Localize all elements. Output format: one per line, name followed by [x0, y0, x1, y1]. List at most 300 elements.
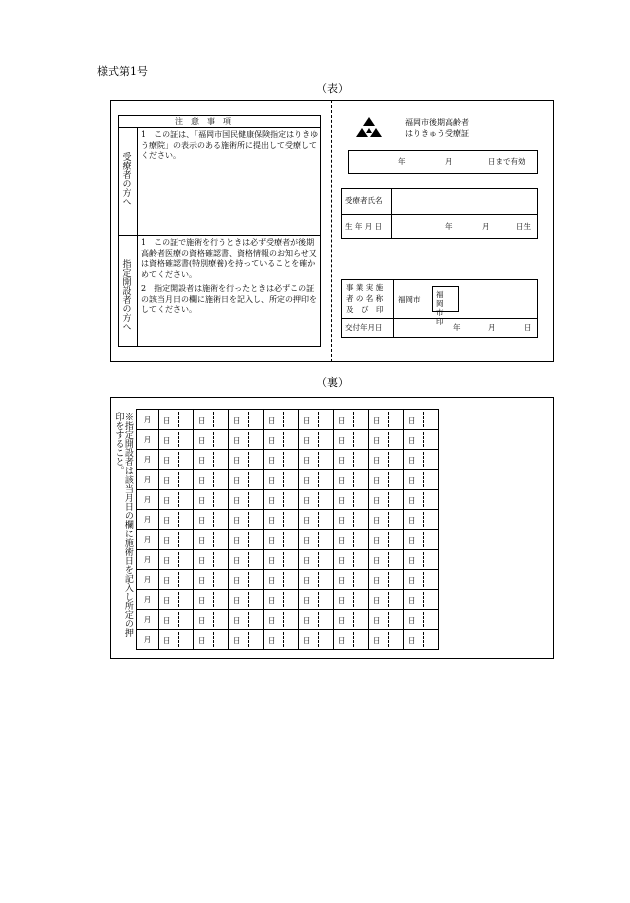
- day-char: 日: [198, 556, 206, 565]
- day-cell[interactable]: [264, 590, 299, 610]
- grid-row: [137, 570, 439, 590]
- day-divider: [388, 472, 389, 487]
- day-char: 日: [233, 456, 241, 465]
- month-cell[interactable]: 月: [137, 490, 159, 510]
- day-cell[interactable]: [159, 410, 194, 430]
- day-cell[interactable]: [404, 610, 439, 630]
- day-cell[interactable]: [404, 450, 439, 470]
- day-divider: [423, 432, 424, 447]
- day-char: 日: [233, 416, 241, 425]
- day-char: 日: [338, 616, 346, 625]
- day-char: 日: [268, 556, 276, 565]
- day-cell[interactable]: [334, 570, 369, 590]
- grid-row: [137, 510, 439, 530]
- day-char: 日: [233, 516, 241, 525]
- day-cell[interactable]: [229, 590, 264, 610]
- treatment-date-grid: [136, 409, 439, 650]
- day-divider: [213, 472, 214, 487]
- day-char: 日: [338, 476, 346, 485]
- day-divider: [178, 532, 179, 547]
- day-divider: [178, 492, 179, 507]
- day-cell[interactable]: [264, 510, 299, 530]
- day-cell[interactable]: [194, 530, 229, 550]
- day-char: 日: [408, 536, 416, 545]
- day-cell[interactable]: [369, 590, 404, 610]
- day-char: 日: [373, 456, 381, 465]
- day-char: 日: [268, 416, 276, 425]
- day-char: 日: [303, 496, 311, 505]
- grid-row: [137, 610, 439, 630]
- day-cell[interactable]: [264, 630, 299, 650]
- day-divider: [178, 432, 179, 447]
- grid-row: [137, 490, 439, 510]
- day-divider: [248, 532, 249, 547]
- day-char: 日: [373, 536, 381, 545]
- day-divider: [353, 612, 354, 627]
- day-char: 日: [163, 416, 171, 425]
- day-char: 日: [268, 576, 276, 585]
- grid-row: [137, 450, 439, 470]
- day-cell[interactable]: [229, 570, 264, 590]
- month-cell[interactable]: 月: [137, 470, 159, 490]
- day-cell[interactable]: [404, 490, 439, 510]
- day-char: 日: [303, 596, 311, 605]
- day-cell[interactable]: [299, 630, 334, 650]
- day-char: 日: [408, 436, 416, 445]
- day-cell[interactable]: [369, 430, 404, 450]
- day-cell[interactable]: [159, 450, 194, 470]
- day-cell[interactable]: [264, 470, 299, 490]
- day-char: 日: [303, 556, 311, 565]
- day-cell[interactable]: [404, 570, 439, 590]
- day-char: 日: [233, 636, 241, 645]
- dob-day: 日生: [516, 222, 531, 231]
- day-char: 日: [198, 496, 206, 505]
- day-char: 日: [163, 516, 171, 525]
- day-cell[interactable]: [299, 450, 334, 470]
- day-divider: [423, 492, 424, 507]
- day-char: 日: [338, 556, 346, 565]
- day-char: 日: [268, 616, 276, 625]
- day-cell[interactable]: [264, 490, 299, 510]
- day-char: 日: [408, 476, 416, 485]
- day-divider: [318, 452, 319, 467]
- name-label: 受療者氏名: [345, 196, 383, 205]
- official-seal: [432, 286, 459, 326]
- day-cell[interactable]: [229, 450, 264, 470]
- day-divider: [248, 572, 249, 587]
- day-cell[interactable]: [194, 570, 229, 590]
- month-cell[interactable]: 月: [137, 610, 159, 630]
- day-cell[interactable]: [404, 590, 439, 610]
- day-char: 日: [373, 596, 381, 605]
- day-char: 日: [373, 556, 381, 565]
- day-divider: [248, 412, 249, 427]
- day-divider: [283, 452, 284, 467]
- day-char: 日: [303, 636, 311, 645]
- day-divider: [388, 592, 389, 607]
- day-divider: [248, 452, 249, 467]
- month-cell[interactable]: 月: [137, 590, 159, 610]
- day-cell[interactable]: [299, 510, 334, 530]
- month-cell[interactable]: 月: [137, 630, 159, 650]
- day-cell[interactable]: [334, 410, 369, 430]
- day-char: 日: [163, 436, 171, 445]
- day-char: 日: [268, 536, 276, 545]
- day-cell[interactable]: [159, 630, 194, 650]
- day-char: 日: [233, 496, 241, 505]
- provider-note-2: 2 指定開設者は施術を行ったときは必ずこの証の該当月日の欄に施術日を記入し、所定の押印をしてください。: [141, 284, 317, 314]
- month-cell[interactable]: 月: [137, 410, 159, 430]
- day-divider: [318, 412, 319, 427]
- day-divider: [353, 552, 354, 567]
- day-divider: [318, 532, 319, 547]
- day-char: 日: [338, 596, 346, 605]
- day-divider: [213, 512, 214, 527]
- day-char: 日: [268, 456, 276, 465]
- day-cell[interactable]: [229, 610, 264, 630]
- fukuoka-emblem-icon: [356, 116, 382, 142]
- day-cell[interactable]: [194, 550, 229, 570]
- day-char: 日: [338, 516, 346, 525]
- day-char: 日: [163, 636, 171, 645]
- day-char: 日: [408, 456, 416, 465]
- day-cell[interactable]: [369, 510, 404, 530]
- day-cell[interactable]: [404, 550, 439, 570]
- day-divider: [213, 432, 214, 447]
- day-cell[interactable]: [334, 630, 369, 650]
- day-cell[interactable]: [334, 490, 369, 510]
- day-cell[interactable]: [264, 530, 299, 550]
- day-divider: [213, 592, 214, 607]
- day-char: 日: [373, 636, 381, 645]
- day-cell[interactable]: [194, 510, 229, 530]
- day-cell[interactable]: [404, 410, 439, 430]
- day-divider: [283, 472, 284, 487]
- day-char: 日: [233, 536, 241, 545]
- day-char: 日: [268, 516, 276, 525]
- day-char: 日: [198, 476, 206, 485]
- day-cell[interactable]: [194, 430, 229, 450]
- day-cell[interactable]: [369, 610, 404, 630]
- day-cell[interactable]: [369, 470, 404, 490]
- day-char: 日: [233, 576, 241, 585]
- day-cell[interactable]: [299, 610, 334, 630]
- day-divider: [353, 512, 354, 527]
- month-cell[interactable]: 月: [137, 570, 159, 590]
- day-cell[interactable]: [404, 510, 439, 530]
- day-cell[interactable]: [299, 490, 334, 510]
- day-divider: [318, 632, 319, 647]
- day-char: 日: [373, 476, 381, 485]
- day-char: 日: [163, 496, 171, 505]
- day-char: 日: [163, 576, 171, 585]
- day-cell[interactable]: [159, 570, 194, 590]
- day-divider: [283, 512, 284, 527]
- day-divider: [388, 632, 389, 647]
- day-divider: [178, 632, 179, 647]
- day-divider: [353, 572, 354, 587]
- day-divider: [248, 432, 249, 447]
- day-divider: [178, 472, 179, 487]
- day-cell[interactable]: [194, 630, 229, 650]
- month-cell[interactable]: 月: [137, 530, 159, 550]
- day-char: 日: [338, 416, 346, 425]
- day-divider: [318, 552, 319, 567]
- day-char: 日: [198, 536, 206, 545]
- month-cell[interactable]: 月: [137, 550, 159, 570]
- day-divider: [388, 572, 389, 587]
- day-char: 日: [338, 436, 346, 445]
- issuer-line1: 福岡市後期高齢者: [405, 118, 469, 127]
- day-cell[interactable]: [194, 590, 229, 610]
- day-cell[interactable]: [264, 430, 299, 450]
- day-divider: [318, 512, 319, 527]
- day-char: 日: [233, 596, 241, 605]
- day-cell[interactable]: [229, 470, 264, 490]
- grid-row: [137, 530, 439, 550]
- day-divider: [248, 592, 249, 607]
- day-divider: [318, 592, 319, 607]
- day-cell[interactable]: [299, 470, 334, 490]
- day-cell[interactable]: [334, 550, 369, 570]
- day-char: 日: [198, 576, 206, 585]
- day-divider: [423, 612, 424, 627]
- operator-label-1: 事 業 実 施: [346, 283, 384, 292]
- day-cell[interactable]: [159, 430, 194, 450]
- day-cell[interactable]: [194, 490, 229, 510]
- day-cell[interactable]: [229, 410, 264, 430]
- day-cell[interactable]: [159, 510, 194, 530]
- day-char: 日: [198, 616, 206, 625]
- day-divider: [248, 492, 249, 507]
- patient-note: 1 この証は、「福岡市国民健康保険指定はりきゆう療院」の表示のある施術所に提出して受療してください。: [141, 130, 319, 160]
- day-divider: [318, 572, 319, 587]
- day-char: 日: [233, 556, 241, 565]
- day-divider: [388, 612, 389, 627]
- day-cell[interactable]: [404, 470, 439, 490]
- day-char: 日: [163, 536, 171, 545]
- day-cell[interactable]: [229, 510, 264, 530]
- day-char: 日: [163, 556, 171, 565]
- day-cell[interactable]: [334, 470, 369, 490]
- issue-day: 日: [524, 323, 532, 332]
- valid-until: 日まで有効: [488, 157, 526, 166]
- day-divider: [423, 412, 424, 427]
- day-divider: [283, 492, 284, 507]
- day-divider: [423, 552, 424, 567]
- day-cell[interactable]: [369, 490, 404, 510]
- day-char: 日: [198, 416, 206, 425]
- day-divider: [388, 432, 389, 447]
- day-char: 日: [373, 496, 381, 505]
- day-cell[interactable]: [159, 470, 194, 490]
- day-divider: [283, 532, 284, 547]
- day-divider: [213, 552, 214, 567]
- day-divider: [213, 572, 214, 587]
- day-divider: [248, 512, 249, 527]
- month-cell[interactable]: 月: [137, 510, 159, 530]
- day-cell[interactable]: [229, 550, 264, 570]
- dob-month: 月: [482, 222, 490, 231]
- day-divider: [213, 412, 214, 427]
- day-char: 日: [198, 456, 206, 465]
- day-cell[interactable]: [229, 530, 264, 550]
- front-divider: [331, 100, 332, 362]
- day-cell[interactable]: [334, 530, 369, 550]
- form-number: 様式第1号: [97, 65, 148, 78]
- day-cell[interactable]: [194, 410, 229, 430]
- day-char: 日: [373, 576, 381, 585]
- day-divider: [248, 632, 249, 647]
- day-cell[interactable]: [159, 550, 194, 570]
- notes-header: 注 意 事 項: [175, 117, 231, 126]
- day-char: 日: [303, 536, 311, 545]
- grid-row: [137, 550, 439, 570]
- day-cell[interactable]: [194, 610, 229, 630]
- day-char: 日: [338, 576, 346, 585]
- day-cell[interactable]: [299, 530, 334, 550]
- day-divider: [213, 452, 214, 467]
- day-char: 日: [303, 616, 311, 625]
- day-char: 日: [163, 456, 171, 465]
- day-cell[interactable]: [299, 430, 334, 450]
- day-cell[interactable]: [264, 410, 299, 430]
- month-cell[interactable]: 月: [137, 430, 159, 450]
- day-char: 日: [408, 556, 416, 565]
- day-cell[interactable]: [159, 590, 194, 610]
- day-char: 日: [408, 496, 416, 505]
- day-divider: [388, 492, 389, 507]
- day-cell[interactable]: [369, 570, 404, 590]
- day-char: 日: [233, 436, 241, 445]
- day-char: 日: [408, 576, 416, 585]
- day-char: 日: [163, 616, 171, 625]
- back-instruction: ※指定開設者は該当月日の欄に施術日を記入し所定の押印をすること。: [113, 412, 133, 637]
- day-cell[interactable]: [369, 530, 404, 550]
- day-divider: [248, 472, 249, 487]
- day-char: 日: [198, 636, 206, 645]
- day-char: 日: [198, 516, 206, 525]
- day-cell[interactable]: [264, 450, 299, 470]
- day-char: 日: [373, 516, 381, 525]
- provider-note-1: 1 この証で施術を行うときは必ず受療者が後期高齢者医療の資格確認書、資格情報のお知らせ又は資格確認書(特別療養)を持っていることを確かめてください。: [141, 238, 317, 279]
- day-cell[interactable]: [299, 410, 334, 430]
- day-cell[interactable]: [159, 490, 194, 510]
- day-cell[interactable]: [229, 430, 264, 450]
- day-divider: [353, 452, 354, 467]
- valid-year: 年: [398, 157, 406, 166]
- grid-row: [137, 630, 439, 650]
- day-divider: [213, 532, 214, 547]
- valid-month: 月: [445, 157, 453, 166]
- day-cell[interactable]: [194, 470, 229, 490]
- day-cell[interactable]: [369, 450, 404, 470]
- day-divider: [388, 552, 389, 567]
- day-char: 日: [268, 636, 276, 645]
- day-cell[interactable]: [159, 530, 194, 550]
- day-char: 日: [303, 416, 311, 425]
- day-divider: [388, 532, 389, 547]
- day-divider: [283, 412, 284, 427]
- day-cell[interactable]: [194, 450, 229, 470]
- day-cell[interactable]: [299, 550, 334, 570]
- day-divider: [423, 512, 424, 527]
- day-char: 日: [303, 436, 311, 445]
- day-divider: [283, 592, 284, 607]
- day-cell[interactable]: [369, 410, 404, 430]
- day-divider: [283, 432, 284, 447]
- patient-label: 受療者の方へ: [120, 152, 131, 206]
- day-cell[interactable]: [264, 570, 299, 590]
- day-cell[interactable]: [404, 430, 439, 450]
- day-divider: [353, 492, 354, 507]
- day-divider: [283, 552, 284, 567]
- day-divider: [353, 472, 354, 487]
- day-char: 日: [163, 476, 171, 485]
- day-divider: [423, 592, 424, 607]
- issuer-line2: はりきゅう受療証: [405, 129, 469, 138]
- day-char: 日: [338, 456, 346, 465]
- day-char: 日: [303, 516, 311, 525]
- day-cell[interactable]: [334, 590, 369, 610]
- day-char: 日: [338, 636, 346, 645]
- day-cell[interactable]: [404, 530, 439, 550]
- day-divider: [178, 512, 179, 527]
- day-cell[interactable]: [369, 550, 404, 570]
- day-divider: [353, 412, 354, 427]
- provider-label: 指定開設者の方へ: [120, 259, 131, 331]
- day-char: 日: [408, 636, 416, 645]
- day-char: 日: [198, 596, 206, 605]
- day-divider: [353, 432, 354, 447]
- day-cell[interactable]: [264, 610, 299, 630]
- day-cell[interactable]: [404, 630, 439, 650]
- day-divider: [178, 452, 179, 467]
- day-divider: [388, 412, 389, 427]
- day-char: 日: [268, 476, 276, 485]
- grid-row: [137, 410, 439, 430]
- dob-year: 年: [445, 222, 453, 231]
- day-divider: [318, 612, 319, 627]
- day-divider: [283, 612, 284, 627]
- day-char: 日: [408, 416, 416, 425]
- day-char: 日: [268, 496, 276, 505]
- day-cell[interactable]: [299, 570, 334, 590]
- day-cell[interactable]: [229, 490, 264, 510]
- day-cell[interactable]: [334, 430, 369, 450]
- day-cell[interactable]: [334, 510, 369, 530]
- day-char: 日: [233, 616, 241, 625]
- issue-month: 月: [488, 323, 496, 332]
- day-divider: [423, 632, 424, 647]
- day-cell[interactable]: [299, 590, 334, 610]
- day-divider: [423, 472, 424, 487]
- day-cell[interactable]: [369, 630, 404, 650]
- day-cell[interactable]: [159, 610, 194, 630]
- operator-label-3: 及 び 印: [346, 305, 384, 314]
- day-char: 日: [303, 456, 311, 465]
- day-divider: [213, 612, 214, 627]
- month-cell[interactable]: 月: [137, 450, 159, 470]
- day-divider: [283, 632, 284, 647]
- day-char: 日: [408, 516, 416, 525]
- day-cell[interactable]: [334, 450, 369, 470]
- day-cell[interactable]: [334, 610, 369, 630]
- day-divider: [388, 512, 389, 527]
- day-cell[interactable]: [229, 630, 264, 650]
- day-cell[interactable]: [264, 550, 299, 570]
